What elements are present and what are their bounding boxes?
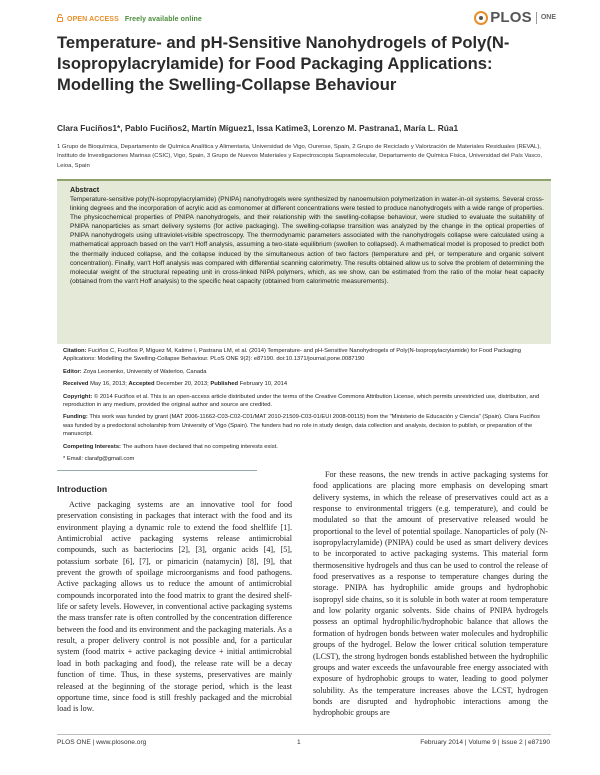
editor [63, 368, 549, 376]
interests-label: Competing Interests: [63, 443, 121, 450]
copyright-text: © 2014 Fuciños et al. This is an open-access article distributed under the terms of the Creative Commons Attribution License, which permits unrestricted use, distribution, and reproduction in any medium, provided the original author and source are credited. [63, 393, 540, 409]
affiliations: 1 Grupo de Bioquímica, Departamento de Química Analítica y Alimentaria, Universidad de Vigo, Ourense, Spain, 2 Grupo de Reciclado y Valorización de Materiales Residuales (REVAL), Instituto de Investigaciones Marinas (CSIC), Vigo, Spain, 3 Grupo de Nuevos Materiales y Espectroscopia Supramolecular, Departamento de Química Física, Universidad del País Vasco, Leioa, Spain [57, 144, 543, 169]
journal-suffix: ONE [540, 14, 556, 21]
funding [63, 413, 549, 438]
left-column [57, 499, 292, 715]
abstract-heading: Abstract [70, 185, 100, 194]
journal-logo [474, 9, 556, 26]
article-title: Temperature- and pH-Sensitive Nanohydrogels of Poly(N-Isopropylacrylamide) for Food Packaging Applications: Modelling the Swelling-Collapse Behaviour [57, 33, 510, 94]
abstract-text: Temperature-sensitive poly(N-isopropylacrylamide) (PNIPA) nanohydrogels were synthesized by nanoemulsion polymerization in water-in-oil systems. Several cross-linking degrees and the incorporation of acrylic acid as comonomer at different concentrations were tested to produce nanohydrogels with a wide range of properties. The physicochemical properties of PNIPA nanohydrogels, and their relationship with the swelling-collapse behaviour, were studied to evaluate the suitability of PNIPA nanoparticles as smart delivery systems (for active packaging). The swelling-collapse transition was analyzed by the change in the optical properties of PNIPA nanohydrogels using ultraviolet-visible spectroscopy. The thermodynamic parameters associated with the nanohydrogels collapse were calculated using a mathematical approach based on the van't Hoff analysis, assuming a two-state equilibrium (swollen to collapsed). A mathematical model is proposed to predict both the thermally induced collapse, and the collapse induced by the simultaneous action of two factors (temperature and pH, or temperature and organic solvent concentration). Finally, van't Hoff analysis was compared with differential scanning calorimetry. The results obtained allow us to solve the problem of determining the molecular weight of the structural repeating unit in cross-linked NIPA polymers, which, as we show, can be estimated from the ratio of the molar heat capacity (obtained from the van't Hoff analysis) to the specific heat capacity (obtained from calorimetric measurements). [70, 196, 544, 285]
open-access-lock-icon [57, 14, 63, 22]
introduction-heading: Introduction [57, 484, 108, 494]
footer-journal-url[interactable]: PLOS ONE | www.plosone.org [57, 739, 147, 746]
published-label: Published [210, 381, 239, 388]
funding-text: This work was funded by grant (MAT 2006-11662-C03-C02-C01/MAT 2010-21509-C03-01/EUI 2008-00115) from the "Ministerio de Educación y Ciencia" (Spain). Clara Fuciños was funded by a predoctoral scholarship from University of Vigo (Spain). The funders had no role in study design, data collection and analysis, decision to publish, or preparation of the manuscript. [63, 414, 541, 438]
open-access-label: OPEN ACCESS [67, 16, 119, 23]
right-column [313, 469, 548, 719]
logo-divider [536, 12, 537, 24]
received-label: Received [63, 381, 89, 388]
dates [63, 380, 549, 388]
journal-name: PLOS [490, 9, 532, 26]
citation-label: Citation: [63, 348, 87, 354]
footer-issue-info: February 2014 | Volume 9 | Issue 2 | e87190 [420, 739, 550, 746]
copyright-label: Copyright: [63, 393, 93, 400]
intro-paragraph-2: For these reasons, the new trends in active packaging systems for food applications are placing more emphasis on developing smart delivery systems, in which the release of preservatives could act as a response to environmental triggers (e.g. temperature), and could be modulated so that the amount of preservative released would be proportional to the level of potential spoilage. Nanoparticles of poly (N-isopropylacrylamide) (PNIPA) could be used as smart delivery devices to be incorporated to active packaging systems. This material form thermosensitive hydrogels and thus can be used to control the release of food preservatives as a response to temperature changes during the storage. PNIPA has hydrophilic amide groups and hydrophobic isopropyl side chains, so it is soluble in both water at room temperature and low polarity organic solvents. Side chains of PNIPA hydrogels possess an optimal hydrophilic/hydrophobic balance that allows the formation of hydrogen bonds between water molecules and hydrophilic groups of the hydrogel. Below the lower critical solution temperature (LCST), the strong hydrogen bonds established between the hydrophilic groups and water exceeds the unfavourable free energy associated with exposure of hydrophobic groups to water, leading to good polymer solubility. As the temperature increases above the LCST, hydrogen bonds are disrupted and hydrophobic interactions among the hydrophobic groups are [313, 470, 548, 718]
author-list: Clara Fuciños1*, Pablo Fuciños2, Martín Míguez1, Issa Katime3, Lorenzo M. Pastrana1, María L. Rúa1 [57, 123, 459, 133]
interests-text: The authors have declared that no competing interests exist. [122, 443, 278, 450]
section-divider [57, 470, 257, 471]
received-date: May 16, 2013; [90, 381, 127, 388]
copyright [63, 393, 549, 410]
published-date: February 10, 2014 [239, 381, 288, 388]
contact-email[interactable]: * Email: clarafg@gmail.com [63, 456, 135, 463]
funding-label: Funding: [63, 414, 88, 421]
open-access-banner [57, 14, 202, 23]
page-number: 1 [297, 739, 301, 746]
competing-interests [63, 443, 549, 451]
accepted-date: December 20, 2013; [156, 381, 209, 388]
article-metadata [63, 347, 549, 467]
freely-available-label: Freely available online [124, 16, 202, 23]
citation [63, 347, 549, 364]
footer-divider [57, 734, 551, 735]
citation-text: Fuciños C, Fuciños P, Míguez M, Katime I, Pastrana LM, et al. (2014) Temperature- and pH-Sensitive Nanohydrogels of Poly(N-Isopropylacrylamide) for Food Packaging Applications: Modelling the Swelling-Collapse Behaviour. PLoS ONE 9(2): e87190. doi:10.1371/journal.pone.0087190 [63, 348, 521, 363]
editor-label: Editor: [63, 368, 82, 375]
accepted-label: Accepted [128, 381, 155, 388]
intro-paragraph-1: Active packaging systems are an innovative tool for food preservation consisting in packages that interact with the food and its environment playing a dynamic role to extend the food shelflife [1]. Antimicrobial active packaging systems release antimicrobial compounds, such as bacteriocins [2], [3], organic acids [4], [5], potassium sorbate [6], [7], or pimaricin (natamycin) [8], [9], that prevent the growth of spoilage microorganisms and food pathogens. Active packaging allows us to reduce the amount of antimicrobial compounds incorporated into the food matrix to grant the desired shelf-life or safety levels. However, in conventional active packaging systems the mass transfer rate is often controlled by the concentration difference between the food and its environment and the packaging materials. As a result, a proper delivery control is not possible and, for a particular system (food matrix + active packaging device + initial antimicrobial load in both packaging and food), the release rate will be a decay function of time. Thus, in these systems, preservatives are mainly released at the beginning of the storage period, which is the least opportune time, since food is still freshly packaged and the microbial load is low. [57, 500, 292, 714]
plos-logo-icon [474, 11, 488, 25]
editor-text: Zoya Leonenko, University of Waterloo, Canada [83, 368, 207, 375]
abstract-box [57, 179, 551, 344]
